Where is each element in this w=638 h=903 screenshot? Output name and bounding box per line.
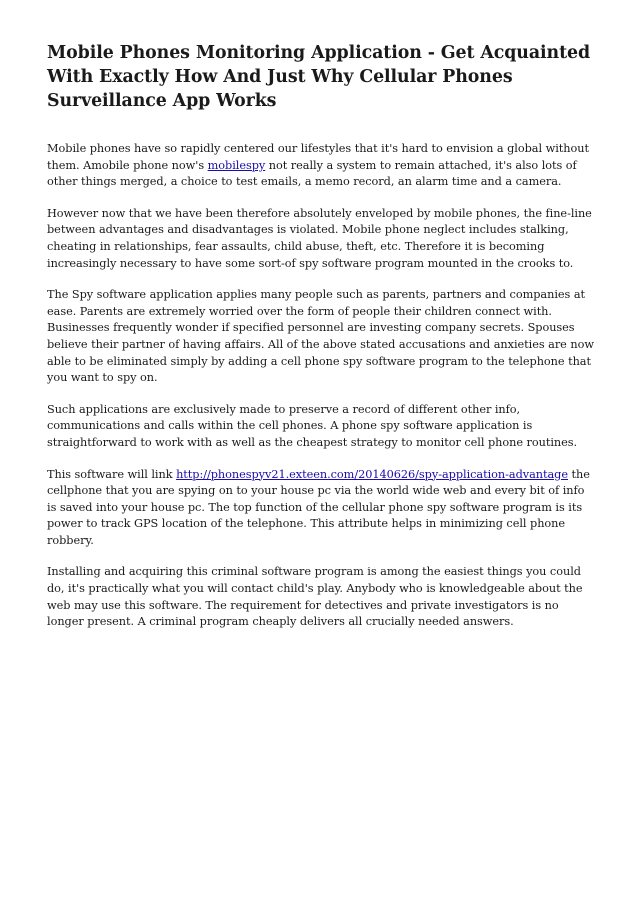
paragraph-1-text-before: Mobile phones have so rapidly centered our lifestyles that it's hard to envision a global without them. Amobile phone now's (47, 142, 589, 172)
document-page (47, 41, 597, 646)
paragraph-2: However now that we have been therefore absolutely enveloped by mobile phones, the fine-line between advantages and disadvantages is violated. Mobile phone neglect includes stalking, cheating in relationships, fear assaults, child abuse, theft, etc. Therefore it is becoming increasingly necessary to have some sort-of spy software program mounted in the crooks to. (47, 206, 592, 270)
paragraph-3: The Spy software application applies many people such as parents, partners and companies at ease. Parents are extremely worried over the form of people their children connect with. Businesses frequently wonder if specified personnel are investing company secrets. Spouses believe their partner of having affairs. All of the above stated accusations and anxieties are now able to be eliminated simply by adding a cell phone spy software program to the telephone that you want to spy on. (47, 288, 594, 385)
phonespy-url-link[interactable]: http://phonespyv21.exteen.com/20140626/spy-application-advantage (176, 467, 568, 481)
paragraph-5 (47, 467, 597, 550)
paragraph-1 (47, 141, 597, 191)
paragraph-5-text-before: This software will link (47, 467, 177, 481)
mobilespy-link[interactable]: mobilespy (207, 158, 266, 172)
paragraph-1-text-after: not really a system to remain attached, it's also lots of other things merged, a choice to test emails, a memo record, an alarm time and a camera. (47, 158, 577, 189)
paragraph-5-text-after: the cellphone that you are spying on to your house pc via the world wide web and every bit of info is saved into your house pc. The top function of the cellular phone spy software program is its power to track GPS location of the telephone. This attribute helps in minimizing cell phone robbery. (47, 467, 590, 547)
paragraph-4: Such applications are exclusively made to preserve a record of different other info, communications and calls within the cell phones. A phone spy software application is straightforward to work with as well as the cheapest strategy to monitor cell phone routines. (47, 402, 578, 449)
paragraph-6: Installing and acquiring this criminal software program is among the easiest things you could do, it's practically what you will contact child's play. Anybody who is knowledgeable about the web may use this software. The requirement for detectives and private investigators is no longer present. A criminal program cheaply delivers all crucially needed answers. (47, 565, 583, 629)
document-title: Mobile Phones Monitoring Application - Get Acquainted With Exactly How And Just Why Cellular Phones Surveillance App Works (47, 43, 591, 111)
